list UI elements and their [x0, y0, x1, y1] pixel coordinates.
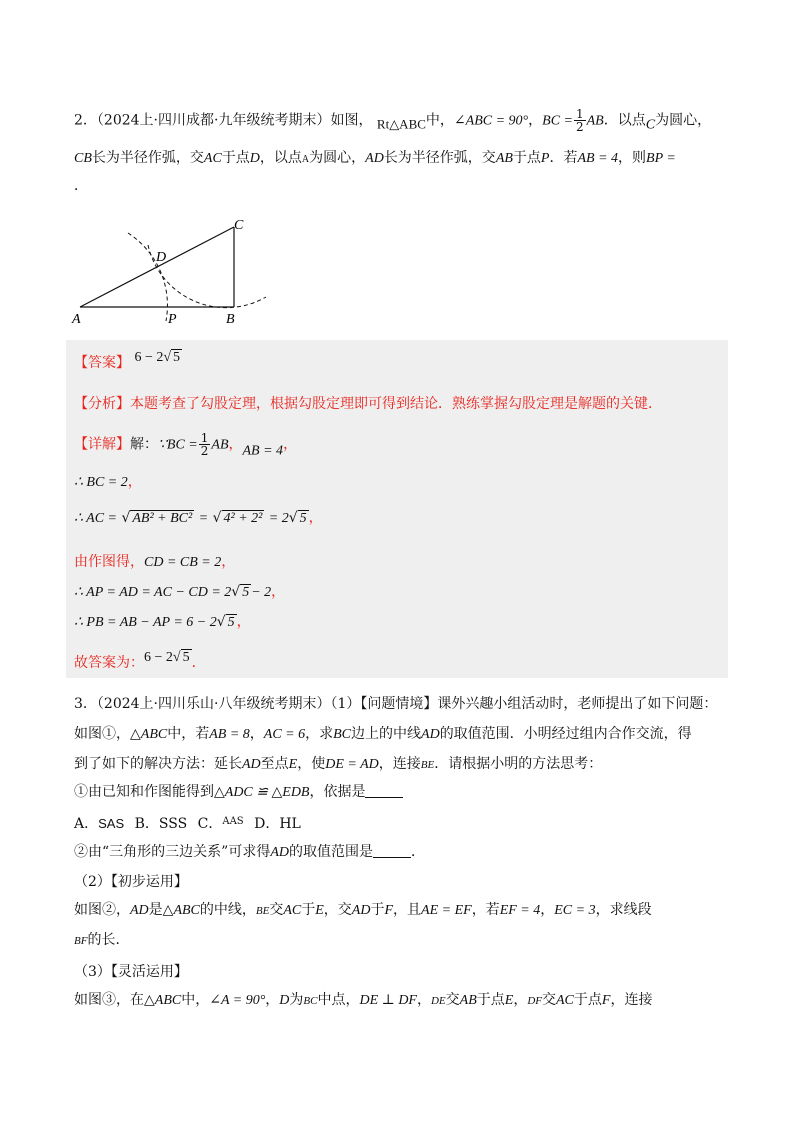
q3-line-4: ①由已知和作图能得到△ADC ≌ △EDB，依据是 — [74, 782, 403, 803]
answer-blank[interactable] — [373, 843, 411, 858]
option-a[interactable]: SAS — [98, 816, 125, 831]
answer-line — [74, 348, 182, 373]
math: BP = — [646, 151, 676, 166]
q3-line-3: 到了如下的解决方法：延长AD至点E，使DE = AD，连接BE．请根据小明的方法思考： — [74, 756, 603, 772]
question-number: 3． — [74, 696, 97, 712]
analysis-line: 【分析】本题考查了勾股定理，根据勾股定理即可得到结论．熟练掌握勾股定理是解题的关键． — [74, 396, 662, 412]
fraction: $\frac{1}{2}$ — [200, 431, 209, 458]
q3-line-6: ②由“三角形的三边关系”可求得AD的取值范围是 ． — [74, 844, 425, 860]
math: AB — [211, 437, 229, 453]
math: P — [540, 151, 550, 166]
math: A — [301, 154, 310, 165]
label-p: P — [168, 312, 177, 327]
math: 4² + 2² — [223, 511, 263, 526]
detail-line-6: ∴ PB = AB − AP = 6 − 2√ 5 ， — [74, 614, 251, 630]
math: 6 − 2√ 5 — [144, 650, 190, 665]
q3-line-1: 3．（2024上·四川乐山·八年级统考期末）（1）【问题情境】课外兴趣小组活动时，老师提出了如下问题： — [74, 696, 718, 712]
math: AD — [365, 151, 384, 166]
label-a: A — [72, 312, 81, 327]
math: CB — [74, 151, 92, 166]
q3-line-11: 如图③，在△ABC中，∠A = 90°，D为BC中点，DE ⊥ DF，DE交AB于点E，DF交AC于点F，连接 — [74, 992, 653, 1008]
math: AB² + BC² — [132, 511, 193, 526]
detail-line-4: 由作图得，CD = CB = 2， — [74, 554, 236, 570]
math: AB = 4 — [577, 151, 619, 166]
triangle-figure — [70, 215, 270, 335]
q3-line-10: （3）【灵活运用】 — [74, 964, 188, 980]
detail-line-7: 故答案为：6 − 2√ 5 ． — [74, 650, 206, 671]
arc-center-a — [128, 233, 167, 321]
math: ∠ABC = 90° — [453, 113, 529, 129]
math: ∴ AC = — [74, 511, 117, 526]
label-c: C — [234, 218, 244, 233]
answer-value: 6 − 2√ 5 — [134, 350, 181, 365]
math: ∵BC = — [158, 437, 198, 453]
math: ∴ AP = AD = AC − CD = 2 — [74, 585, 232, 600]
fraction: $\frac{1}{2}$ — [575, 107, 584, 134]
q3-line-9: BF的长． — [74, 932, 130, 948]
option-d[interactable]: HL — [279, 816, 301, 832]
math: D — [249, 151, 260, 166]
detail-line-5: ∴ AP = AD = AC − CD = 2√ 5 − 2， — [74, 584, 286, 600]
label-d: D — [156, 250, 167, 265]
answer-label: 【答案】 — [74, 355, 130, 371]
math: AC — [203, 151, 222, 166]
math: CD = CB = 2 — [144, 555, 222, 570]
q2-line-2: CB长为半径作弧，交AC于点D，以点A为圆心，AD长为半径作弧，交AB于点P．若AB = 4，则BP = — [74, 150, 676, 166]
math: C — [645, 117, 656, 133]
detail-line-1: 【详解】解：∵BC = $\frac{1}{2}$ AB，AB = 4， — [74, 431, 298, 459]
detail-line-3: ∴ AC = √ AB² + BC² = √ 4² + 2² = 2√ 5 ， — [74, 510, 323, 526]
q3-line-7: （2）【初步运用】 — [74, 874, 188, 890]
q3-line-8: 如图②，AD是△ABC的中线，BE交AC于E，交AD于F，且AE = EF，若EF = 4，EC = 3，求线段 — [74, 902, 652, 918]
detail-line-2: ∴ BC = 2， — [74, 474, 142, 490]
q3-line-2: 如图①，△ABC中，若AB = 8，AC = 6，求BC边上的中线AD的取值范围．小明经过组内合作交流，得 — [74, 726, 692, 742]
option-c[interactable]: AAS — [222, 816, 244, 827]
detail-label: 【详解】 — [74, 436, 130, 453]
q3-options: A．SAS B．SSS C．$^{AAS}$ D．HL — [74, 816, 301, 832]
math: ∴ BC = 2 — [74, 475, 128, 490]
math: Rt△ABC — [376, 116, 426, 132]
q2-line-1: 2．（2024上·四川成都·九年级统考期末）如图， Rt△ABC中，∠ABC = 90°，BC = $\frac{1}{2}$ AB．以点C为圆心， — [74, 107, 712, 134]
math: AB = 4 — [242, 443, 284, 459]
answer-blank[interactable] — [365, 783, 403, 798]
math: AB — [586, 113, 604, 129]
math: ∴ PB = AB − AP = 6 − 2 — [74, 615, 217, 630]
label-b: B — [226, 312, 235, 327]
option-b[interactable]: SSS — [158, 816, 188, 832]
q2-line-3: ． — [74, 178, 88, 194]
math: AB — [495, 151, 513, 166]
math: BC = — [542, 113, 573, 129]
question-source: （2024上·四川成都·九年级统考期末） — [96, 112, 331, 129]
question-number: 2． — [74, 112, 97, 129]
